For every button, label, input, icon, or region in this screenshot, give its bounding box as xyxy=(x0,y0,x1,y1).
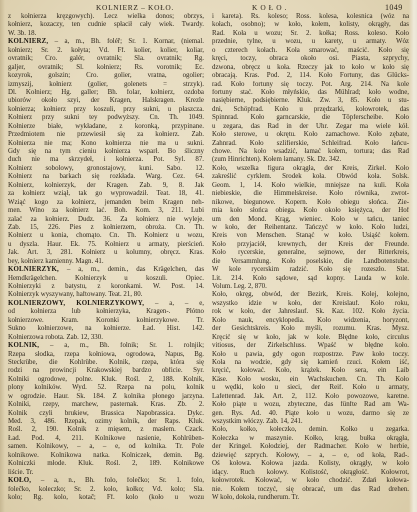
text-line: Koło sterowe, u okrętu. Koło zamachowe. Koło zębate, xyxy=(212,131,409,139)
text-line: Kołnierz, kołnierzyk, der Kragen. Zab. 9, 8. Jak xyxy=(8,181,204,189)
dictionary-entry xyxy=(212,13,409,165)
text-line: W. 3b. 18. xyxy=(8,29,37,37)
dictionary-entry xyxy=(8,13,204,38)
text-line: rok w koło, der Jahreslauf. Sk. Kaz. 102. Koło życia. xyxy=(212,308,409,316)
text-line: Hemdkrägelchen. Kołnierzyk u koszuli. Opiec. xyxy=(8,274,204,282)
text-line: Kołnierze białe, wykładane, z koronką, przypinane. xyxy=(8,122,204,130)
text-line: Spinnrad. Koło garncarskie, die Töpferscheibe. Koło xyxy=(212,114,409,122)
text-line: Kołnierz u konia, chomąto. Cn. Th. Kołnierz u wozu, xyxy=(8,232,204,240)
text-line: die Versammlung. Koło poselskie, die Landbotenstube. xyxy=(212,257,409,265)
text-line xyxy=(8,38,204,46)
text-line: Lit. 214. Koło sądowe, sąd kopny. Lauda w kole. xyxy=(212,274,409,282)
text-line: Kołnierz przy sukni tey podwyższy. Cn. Th. 1049. xyxy=(8,114,204,122)
text-line: Kołnierzyki z batystu, z koronkami. W. Post. 14. xyxy=(8,283,204,290)
text-line: u dyszla. Haur. Ek. 75. Kołnierz u armaty, pierścień. xyxy=(8,240,204,248)
text-line: przednie, tylne, u wozu, u karety, u armaty. Wóz xyxy=(212,38,409,46)
text-line: dni, Schöpfrad. Koło u przędzarki, kołowrotek, das xyxy=(212,105,409,113)
text-line: Rzepa słodka, rzepa kołniowa, ogrodowa, Napus, Bg. xyxy=(8,350,204,358)
dictionary-entry xyxy=(212,291,409,426)
text-line: bey, kołnierz kamienny. Magn. 41. xyxy=(8,257,104,265)
text-line: Kołnierza nie ma; Kono kołnierza nie ma u sukni. xyxy=(8,139,204,147)
text-line: Oś kołowa. Kołowa jazda. Kolisty, okrągły, w koło xyxy=(212,460,409,468)
text-line: kręcić, kołować. Koło, krążek. Koło sera, ein Laib xyxy=(212,367,409,375)
text-line: z kołnierza kręzgowych). Lecz wielka donos; obrzys, xyxy=(8,13,204,20)
dictionary-entry xyxy=(212,426,409,502)
text-line: men. Wino za kołnierz lać. Boh. Kom. 3, 211. Lubi xyxy=(8,207,204,215)
entry-headword: KOŁO, xyxy=(8,477,32,485)
text-line: Lafettenrad. Jak. Art. 2, 112. Koło powozowe, karetne. xyxy=(212,392,409,400)
text-line: kolnikowe. Kolnikowa natka. Kolniczek, demin. Bg. xyxy=(8,451,204,459)
text-line: kołach, osobno); w koło, kołem, kolisty, okrągły, das xyxy=(212,21,409,29)
text-line: dziewięć szprych. Kołowy, – a, – e, od koła, Rad-. xyxy=(212,451,409,459)
text-line: Kołnierzyk wyszywany, haftowany. Teat. 21, 80. xyxy=(8,291,143,299)
text-line: vitiosus, der Zirkelschluss. Wpaść w błędne koło. xyxy=(212,342,409,350)
text-line: u wędki, koło u sieci, der Reif. Koło u armaty, xyxy=(212,384,409,392)
text-line: Sukno kołnierzowe, na kołnierze. Ład. Hist. 142. xyxy=(8,325,204,333)
text-line: der Kringel. Kołodziej, der Radmacher. Koło w herbie, xyxy=(212,443,409,451)
text-line: der Gesichtskreis. Koło myśli, rozumu. Kras. Mysz. xyxy=(212,325,409,333)
text-line: Kolniki ogrodowe, polne. Kluk. Rośl. 2, 188. Kolnik, xyxy=(8,375,204,383)
text-line: Rośl. 2, 190. Kolnik z mięsem, z masłem. Czack. xyxy=(8,426,204,434)
text-line: chowe. Na koło wsadzić, łamać kołem, tortura; das Rad xyxy=(212,148,409,155)
text-line: rodzi na prowincji Krakowskiej bardzo obficie. Syr. xyxy=(8,367,204,375)
left-column xyxy=(8,13,204,502)
dictionary-entry xyxy=(8,38,204,266)
text-line: gen. Rys. Ad. 40. Piąte koło u wozu, darmo się ze xyxy=(212,409,409,417)
line-text: – a, m., Bh. folnik; Sr. 1. rolnjik; xyxy=(49,342,204,350)
text-line xyxy=(8,266,204,274)
text-line: Koło, wszelka figura okrągła, der Kreis, Zirkel. Koło xyxy=(212,164,409,172)
text-line: o czterech kołach. Koła smarować, maścić. Koło się xyxy=(212,46,409,54)
text-line: plony kolników. Wyd. 52. Rzepa na polu, kolnik xyxy=(8,384,204,392)
text-line: w ogrodzie. Haur. Sk. 184. Z kolnika płonego jarzyna. xyxy=(8,392,204,400)
dictionary-entry xyxy=(212,165,409,292)
text-line: Przedmiotem nie przewiesił się za kołnierz. Zab. xyxy=(8,131,204,139)
text-line: galjer, ovratnik; Sl. kołnierz; Rs. vorotnik; Ec. xyxy=(8,63,204,71)
text-line: duch nie ma skrzydeł, i kołnierza. Pot. Syl. 87. xyxy=(8,156,204,164)
text-line: Zab. 15, 226. Pies z kołnierzem, obroża. Cn. Th. xyxy=(8,223,204,231)
text-line: kołnierz, kozaczy, ten cudnie spłacił cały wiek. Twardy. xyxy=(8,21,204,29)
line-text: – a, – e, xyxy=(155,299,204,307)
text-line: ubiorów około szyi, der Kragen, Halskragen. Krezle xyxy=(8,97,204,105)
text-line: kołnierz; Sr. 2. kołyta; Vd. Ff. kolier, kolier, koliar, xyxy=(8,46,204,54)
text-line: Kołnierzowa robota. Zab. 12, 330. xyxy=(8,333,103,341)
text-line: Kołnierz sobolowy, gronostajowy, kuni. Sabo. 12. xyxy=(8,164,204,172)
text-line: nasiębierne, podsiębierne. Kluk. Zw. 3, 85. Koło u stu- xyxy=(212,97,409,105)
text-line: W koło, dokoła, rundherum. Tr. xyxy=(212,493,300,501)
text-line: ovratnik; Cro. galér, ovratnik; Sla. ovratnik; Rg. xyxy=(8,55,204,63)
text-line: wszystkim włóczy. Zab. 14, 241. xyxy=(212,418,303,425)
text-line: Koło, okręg, obwód, der Bezirk, Kreis. Kolej, kolejno, xyxy=(212,291,409,299)
text-line xyxy=(8,300,204,308)
text-line: idący. Ruch kołowy. Kolistość, okrągłość. Kołowrot, xyxy=(212,468,409,476)
text-line: Kolnik czyli brukiew, Brassica Napobrassica. Dykc. xyxy=(8,409,204,417)
text-line: Kolniczki młode. Kluk. Rośl. 2, 189. Kolnikowe xyxy=(8,460,204,468)
text-line: Geom. 1, 14. Koło wielkie, mniejsze na kuli. Koła xyxy=(212,181,409,189)
text-line: Koło nauk, encyklopedia. Koło widzenia, horyzont, xyxy=(212,316,409,324)
text-line: kołowrotek. Kołować, w koło chodzić. Zdań kołowa- xyxy=(212,477,409,485)
line-text: – a, m., demin., das Krägelchen, das xyxy=(66,266,204,274)
entry-headword: KOLNIERZYK, xyxy=(8,266,59,274)
entry-headword: KOLNIK, xyxy=(8,342,40,350)
text-line: Dl. Kołnierz; Hg. galler; Bh. folar, kołnierz, ozdoba xyxy=(8,88,204,96)
text-line: Med. 3, 486. Rzepak, ozimy kolnik, der Raps. Kluk. xyxy=(8,418,204,425)
text-line: (zum Hinrichten). Kołem łamany. Sk. Dz. 342. xyxy=(212,156,342,164)
text-line: kręci, toczy, obraca około osi. Piasta, szprychy, xyxy=(212,55,409,63)
right-column xyxy=(212,13,409,502)
text-line: Steckrübe, die Kohlrübe. Kolnik, rzepa, która się xyxy=(8,358,204,366)
text-line: niebieskie, die Himmelskreise. Koło równika, zwrot- xyxy=(212,190,409,198)
text-line: Koło piąte u wozu, zbyteczne, das fünfte Rad am Wa- xyxy=(212,401,409,409)
text-line: od kołnierza lub kołnierzyka, Kragen-. Płótno xyxy=(8,308,204,316)
text-line: kołnierza; kołnierz przy koszuli, przy sukni, u płaszcza. xyxy=(8,105,204,113)
text-line: Kręcić się w koło, jak w kole. Błędne koło, circulus xyxy=(212,333,409,341)
dictionary-entry xyxy=(8,300,204,342)
text-line xyxy=(8,477,204,485)
text-line: Koło, kołko, kołeczko, demin. Kołko u zegarka. xyxy=(212,426,409,434)
running-head-center: KOŁO. xyxy=(252,3,290,12)
text-line: izmyszij, kołnierz (golier, golenets = strzyk). xyxy=(8,80,204,88)
text-line: zalać za kołnierz. Dudz. 36. Za kołnierz nie wyleje. xyxy=(8,215,204,223)
text-line: zakreślić cyrklem. Środek koła. Obwód koła. Solsk. xyxy=(212,173,409,181)
text-line: za kołnierz wziął, tak go wyprowadził. Teat. 18, 41. xyxy=(8,190,204,198)
text-line: liście. Tr. xyxy=(8,468,34,476)
text-line: dzwona, obręcz u koła. Rzeczy jak to koło w koło się xyxy=(212,63,409,71)
dictionary-entry xyxy=(8,266,204,300)
text-line: nikowe, biegunowe. Kopern. Koło obiegu słońca. Zie- xyxy=(212,198,409,206)
text-line: Zahnrad. Koło szlifierskie, Schleifrad. Koło łańcu- xyxy=(212,139,409,147)
text-line: Kołeczka w maszynie. Kołko, krąg, bułka okrągła, xyxy=(212,434,409,442)
text-line: Koło u pawia, gdy ogon rozpostrze. Paw koło toczy. xyxy=(212,350,409,358)
text-line: Koło rycerskie, generalne, sejmowe, der Ritterkreis, xyxy=(212,249,409,257)
text-line: u zegara, das Rad in der Uhr. Zegar ma wiele kół. xyxy=(212,122,409,130)
text-line: Wziąć kogo za kołnierz, jemanden beim Kragen neh- xyxy=(8,198,204,206)
text-line: mia koło słońca obiega. Koło około księżyca, der Hof xyxy=(212,207,409,215)
text-line: w koło, der Reihentanz. Tańczyć w koło. Koło ludzi, xyxy=(212,223,409,231)
text-line: Koła na wodzie, gdy się kamień rzuci. Kołem iść, xyxy=(212,358,409,366)
binding-shadow xyxy=(0,0,5,512)
text-line xyxy=(8,342,204,350)
text-line: Rad. Koła u wozu; Sr. 2. kołka; Ross. koleso. Koło xyxy=(212,29,409,37)
page-edge xyxy=(409,0,417,512)
text-line: rad. Koło fortuny się toczy. Pot. Arg. 214. Na kole xyxy=(212,80,409,88)
text-line: nie. Kołem toczyć, się obracać, um das Rad drehen. xyxy=(212,485,409,493)
text-line: Kolniki, rzepy, marchew, pasternak. Kras. Zb. 2. xyxy=(8,401,204,409)
text-line: kozyrok, golszin; Cro. golier, vratna, ogolier; xyxy=(8,72,204,80)
text-line: i kareta). Rs. koleso; Ross. kolesa, kolesnica (wóz na xyxy=(212,13,409,20)
line-text: – a, m., Bh. foléř; Sr. 1. Kornar, (niemal. xyxy=(54,38,204,46)
dictionary-entry xyxy=(8,477,204,502)
text-line: wszystko idzie w koło, der Kreislauf. Koło roku, xyxy=(212,299,409,307)
text-line: folečko, koleczko; Sr. 2. kolo, kołko; Vd. kolo; Sla. xyxy=(8,485,204,493)
text-line: Kreis von Menschen. Stanąć w koło. Usiąść kołem. xyxy=(212,232,409,240)
text-line: kolo; Rg. kolo, kotač; Ff. kolo (koło u wozu xyxy=(8,493,204,501)
text-line: Jak. Art. 3, 281. Kołnierz u kolumny, obręcz. Kras. xyxy=(8,249,204,257)
text-line: Koło przyjaciół, krewnych, der Kreis der Freunde. xyxy=(212,240,409,248)
entry-headword: KOLNIERZOWY, KOLNIERZYKOWY, xyxy=(8,299,145,307)
text-line: kołnierzowe. Kram. Koronki kołnierzykowe. Tr. xyxy=(8,316,204,324)
text-line: Käse. Koło wosku, ein Wachskuchen. Cn. Th. Koło xyxy=(212,375,409,383)
text-line: obracają. Kras. Pod. 2, 114. Koło Fortuny, das Glücks- xyxy=(212,72,409,80)
dictionary-entry xyxy=(8,342,204,477)
text-line: Kołnierz na barkach się rozkłada. Warg. Cez. 64. xyxy=(8,173,204,181)
text-line: Volum. Leg. 2, 870. xyxy=(212,283,267,290)
text-line: um den Mond. Krąg, wieniec. Koło w tańcu, taniec xyxy=(212,215,409,223)
running-head-left: KOLNIERZ – KOŁO. xyxy=(96,3,174,12)
text-line: fortuny stać. Koło młyńskie, das Mühlrad; koło wodne, xyxy=(212,88,409,96)
text-line: Gdy się na tym cieniu kołnierza wsparł. Bo śliczny xyxy=(8,148,204,155)
line-text: – a, n., Bh. folo, folečko; Sr. 1. folo, xyxy=(40,477,204,485)
page-number: 1049 xyxy=(385,3,403,12)
text-line: W kole rycerskim radzić. Koło się rozeszło. Stat. xyxy=(212,266,409,274)
entry-headword: KOLNIERZ, xyxy=(8,38,49,46)
text-line: samen. Kolnikowy, – a, – e, od kolnika. Tr. Pole xyxy=(8,443,204,451)
text-line: Ład. Pod. 4, 211. Kolnikowe nasienie, Kohlrüben- xyxy=(8,434,204,442)
